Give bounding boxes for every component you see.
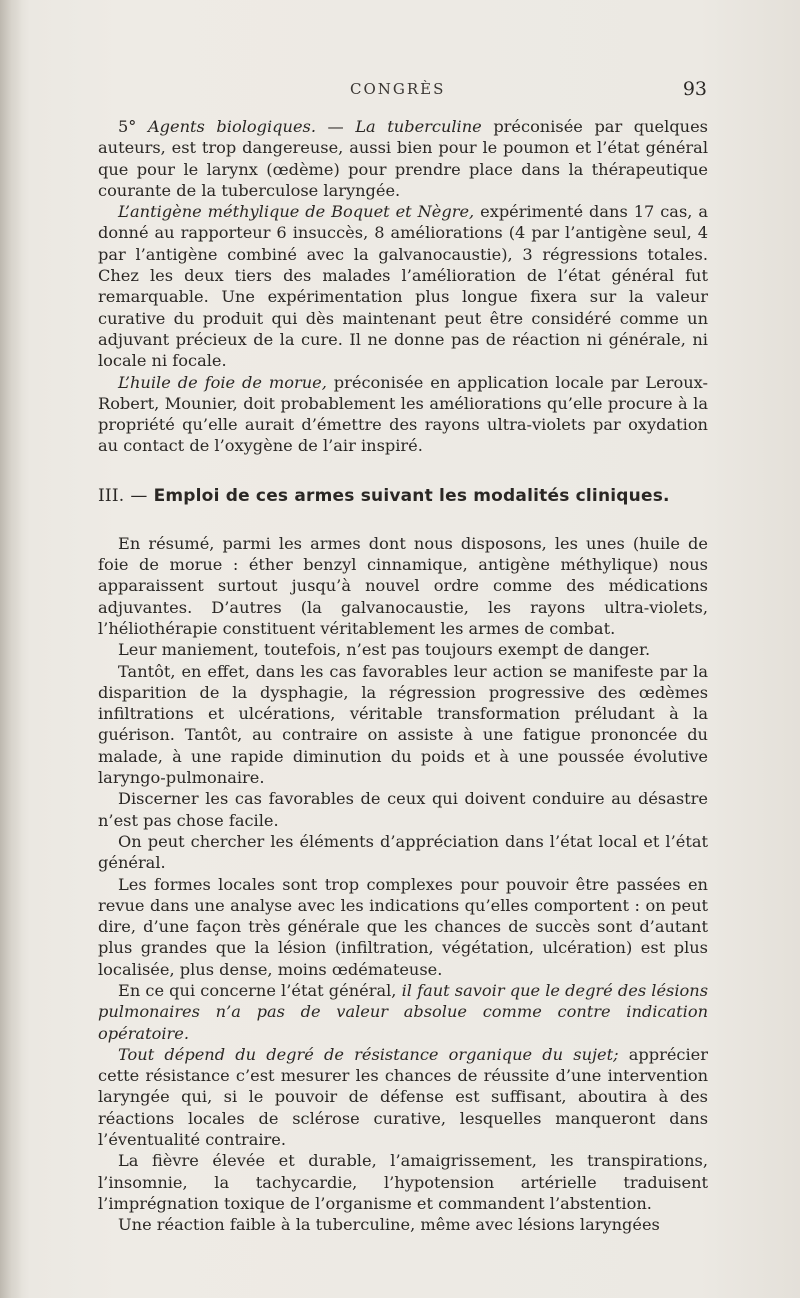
section-title: Emploi de ces armes suivant les modalités cliniques.	[153, 485, 670, 506]
page-number: 93	[682, 78, 707, 100]
paragraph-tantot: Tantôt, en effet, dans les cas favorables leur action se manifeste par la disparition de la dysphagie, la régression progressive des œdèmes infiltrations et ulcérations, véritable transformation préludant à la guérison. Tantôt, au contraire on assiste à une fatigue prononcée du malade, à une rapide diminution du poids et à une poussée évolutive laryngo-pulmonaire.	[98, 661, 708, 788]
body-text	[98, 116, 708, 1236]
paragraph-text: En ce qui concerne l’état général,	[118, 980, 402, 1000]
paragraph-text: expérimenté dans 17 cas, a donné au rapporteur 6 insuccès, 8 améliorations (4 par l’antigène seul, 4 par l’antigène combiné avec la galvanocaustie), 3 régressions totales. Chez les deux tiers des malades l’amélioration de l’état général fut remarquable. Une expérimentation plus longue fixera sur la valeur curative du produit qui dès maintenant peut être considéré comme un adjuvant précieux de la cure. Il ne donne pas de réaction ni générale, ni locale ni focale.	[98, 202, 708, 371]
paragraph-elements: On peut chercher les éléments d’appréciation dans l’état local et l’état général.	[98, 831, 708, 873]
running-title: CONGRÈS	[350, 80, 446, 98]
item-number: 5°	[118, 117, 148, 136]
item-title: Agents biologiques.	[147, 117, 316, 136]
page-binding-shadow	[0, 0, 22, 1298]
paragraph-discerner: Discerner les cas favorables de ceux qui doivent conduire au désastre n’est pas chose facile.	[98, 789, 708, 830]
paragraph-huile	[98, 372, 708, 457]
paragraph-fievre: La fièvre élevée et durable, l’amaigrissement, les transpirations, l’insomnie, la tachycardie, l’hypotension artérielle traduisent l’imprégnation toxique de l’organisme et commandent l’abstention.	[98, 1151, 708, 1213]
page-header	[0, 78, 800, 102]
paragraph-etat-general	[98, 980, 708, 1044]
term-tuberculine: La tuberculine	[355, 117, 482, 136]
paragraph-formes-locales: Les formes locales sont trop complexes pour pouvoir être passées en revue dans une analyse avec les indications qu’elles comportent : on peut dire, d’une façon très générale que les chances de succès sont d’autant plus grandes que la lésion (infiltration, végétation, ulcération) est plus localisée, plus dense, moins œdémateuse.	[98, 874, 708, 979]
section-number: III.	[98, 485, 125, 506]
emphasis-text: Tout dépend du degré de résistance organique du sujet;	[118, 1044, 619, 1064]
term-antigene: L’antigène méthylique de Boquet et Nègre,	[118, 202, 475, 222]
section-dash: —	[130, 485, 148, 506]
paragraph-maniement: Leur maniement, toutefois, n’est pas toujours exempt de danger.	[118, 640, 651, 660]
paragraph-antigene	[98, 201, 708, 371]
paragraph-text: préconisée par quelques auteurs, est trop dangereuse, aussi bien pour le poumon et l’état général que pour le larynx (œdème) pour prendre place dans la thérapeutique courante de la tuberculose laryngée.	[98, 117, 708, 200]
paragraph-text: préconisée en application locale par Leroux-Robert, Mounier, doit probablement les améliorations qu’elle procure à la propriété qu’elle aurait d’émettre des rayons ultra-violets par oxydation au contact de l’oxygène de l’air inspiré.	[98, 372, 708, 456]
paragraph-reaction: Une réaction faible à la tuberculine, même avec lésions laryngées	[118, 1215, 660, 1235]
paragraph-resistance	[98, 1044, 708, 1150]
paragraph-agents-biologiques	[98, 116, 708, 201]
term-huile: L’huile de foie de morue,	[118, 372, 327, 392]
paragraph-text: apprécier cette résistance c’est mesurer les chances de réussite d’une intervention laryngée qui, si le pouvoir de défense est suffisant, aboutira à des réactions locales de sclérose curative, lesquelles manqueront dans l’éventualité contraire.	[98, 1044, 708, 1150]
paragraph-resume: En résumé, parmi les armes dont nous disposons, les unes (huile de foie de morue : éther benzyl cinnamique, antigène méthylique) nous apparaissent surtout jusqu’à nouvel ordre comme des médications adjuvantes. D’autres (la galvanocaustie, les rayons ultra-violets, l’héliothérapie constituent véritablement les armes de combat.	[98, 533, 708, 638]
emphasis-text: il faut savoir que le degré des lésions pulmonaires n’a pas de valeur absolue comme contre indication opératoire.	[98, 980, 709, 1043]
em-dash: —	[315, 117, 356, 136]
section-heading	[98, 485, 708, 507]
